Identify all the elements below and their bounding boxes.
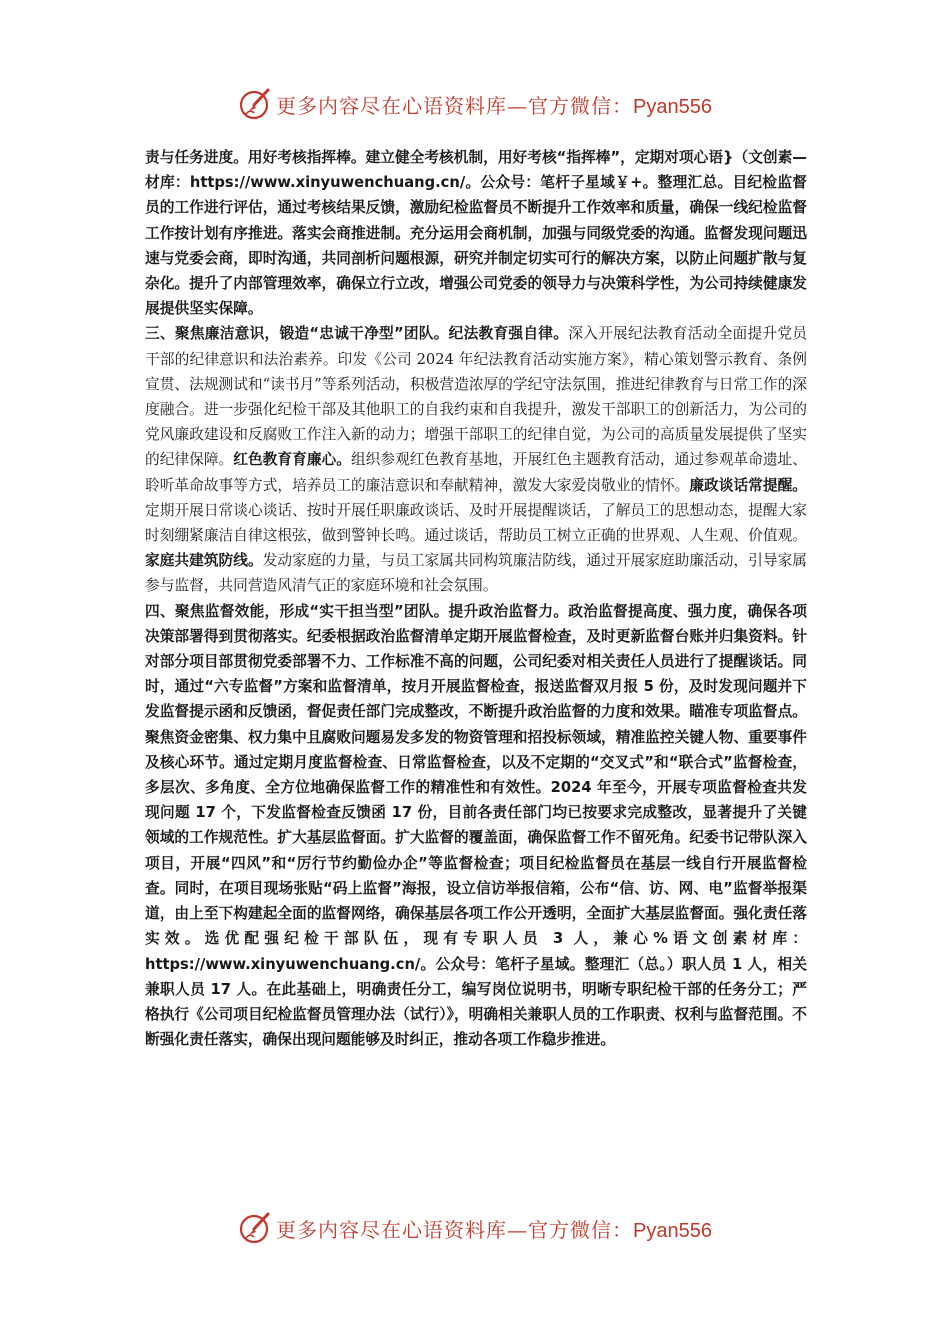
document-body bbox=[145, 145, 807, 1052]
section-three-subheading-talks: 廉政谈话常提醒。 bbox=[689, 476, 807, 494]
pen-logo-icon bbox=[238, 1211, 272, 1245]
section-three bbox=[145, 321, 807, 598]
section-three-subheading-red-education: 红色教育育廉心。 bbox=[233, 451, 351, 469]
section-three-text-1: 深入开展纪法教育活动全面提升党员干部的纪律意识和法治素养。印发《公司 2024 年纪法教育活动实施方案》，精心策划警示教育、条例宣贯、法规测试和“读书月”等系列活动，积极营造浓厚的学纪守法氛围，推进纪律教育与日常工作的深度融合。进一步强化纪检干部及其他职工的自我约束和自我提升，激发干部职工的创新活力，为公司的党风廉政建设和反腐败工作注入新的动力；增强干部职工的纪律自觉，为公司的高质量发展提供了坚实的纪律保障。 bbox=[145, 325, 807, 469]
section-three-subheading-family: 家庭共建筑防线。 bbox=[145, 552, 263, 570]
header-watermark-banner bbox=[0, 84, 950, 124]
paragraph-assessment-text: 责与任务进度。用好考核指挥棒。建立健全考核机制，用好考核“指挥棒”，定期对项心语}（文创素—材库：https://www.xinyuwenchuang.cn/。公众号：笔杆子星域￥+。整理汇总。目纪检监督员的工作进行评估，通过考核结果反馈，激励纪检监督员不断提升工作效率和质量，确保一线纪检监督工作按计划有序推进。落实会商推进制。充分运用会商机制，加强与同级党委的沟通。监督发现问题迅速与党委会商，即时沟通，共同剖析问题根源，研究并制定切实可行的解决方案，以防止问题扩散与复杂化。提升了内部管理效率，确保立行立改，增强公司党委的领导力与决策科学性，为公司持续健康发展提供坚实保障。 bbox=[145, 149, 807, 318]
section-three-heading: 三、聚焦廉洁意识，锻造“忠诚干净型”团队。纪法教育强自律。 bbox=[145, 325, 569, 343]
section-three-text-4: 发动家庭的力量，与员工家属共同构筑廉洁防线，通过开展家庭助廉活动，引导家属参与监督，共同营造风清气正的家庭环境和社会氛围。 bbox=[145, 552, 807, 595]
pen-logo-icon bbox=[238, 87, 272, 121]
section-three-text-2: 组织参观红色教育基地，开展红色主题教育活动，通过参观革命遗址、聆听革命故事等方式，培养员工的廉洁意识和奉献精神，激发大家爱岗敬业的情怀。 bbox=[145, 451, 807, 494]
footer-watermark-text bbox=[276, 1214, 712, 1243]
section-four-text: 四、聚焦监督效能，形成“实干担当型”团队。提升政治监督力。政治监督提高度、强力度，确保各项决策部署得到贯彻落实。纪委根据政治监督清单定期开展监督检查，及时更新监督台账并归集资料。针对部分项目部贯彻党委部署不力、工作标准不高的问题，公司纪委对相关责任人员进行了提醒谈话。同时，通过“六专监督”方案和监督清单，按月开展监督检查，报送监督双月报 5 份，及时发现问题并下发监督提示函和反馈函，督促责任部门完成整改，不断提升政治监督的力度和效果。瞄准专项监督点。聚焦资金密集、权力集中且腐败问题易发多发的物资管理和招投标领域，精准监控关键人物、重要事件及核心环节。通过定期月度监督检查、日常监督检查，以及不定期的“交叉式”和“联合式”监督检查，多层次、多角度、全方位地确保监督工作的精准性和有效性。2024 年至今，开展专项监督检查共发现问题 17 个，下发监督检查反馈函 17 份，目前各责任部门均已按要求完成整改，显著提升了关键领域的工作规范性。扩大基层监督面。扩大监督的覆盖面，确保监督工作不留死角。纪委书记带队深入项目，开展“四风”和“厉行节约勤俭办企”等监督检查；项目纪检监督员在基层一线自行开展监督检查。同时，在项目现场张贴“码上监督”海报，设立信访举报信箱，公布“信、访、网、电”监督举报渠道，由上至下构建起全面的监督网络，确保基层各项工作公开透明，全面扩大基层监督面。强化责任落实效。选优配强纪检干部队伍，现有专职人员 3 人，兼心%语文创素材库：https://www.xinyuwenchuang.cn/。公众号：笔杆子星域。整理汇（总。）职人员 1 人，相关兼职人员 17 人。在此基础上，明确责任分工，编写岗位说明书，明晰专职纪检干部的任务分工；严格执行《公司项目纪检监督员管理办法（试行）》，明确相关兼职人员的工作职责、权利与监督范围。不断强化责任落实，确保出现问题能够及时纠正，推动各项工作稳步推进。 bbox=[145, 602, 807, 1049]
section-four bbox=[145, 599, 807, 1053]
header-wechat-id: Pyan556 bbox=[633, 95, 712, 118]
header-watermark-text bbox=[276, 90, 712, 119]
header-watermark-label: 更多内容尽在心语资料库—官方微信： bbox=[276, 93, 634, 118]
paragraph-assessment bbox=[145, 145, 807, 321]
section-three-text-3: 定期开展日常谈心谈话、按时开展任职廉政谈话、及时开展提醒谈话，了解员工的思想动态，提醒大家时刻绷紧廉洁自律这根弦，做到警钟长鸣。通过谈话，帮助员工树立正确的世界观、人生观、价值观。 bbox=[145, 501, 807, 545]
footer-wechat-id: Pyan556 bbox=[633, 1219, 712, 1242]
footer-watermark-label: 更多内容尽在心语资料库—官方微信： bbox=[276, 1217, 634, 1242]
footer-watermark-banner bbox=[0, 1208, 950, 1248]
